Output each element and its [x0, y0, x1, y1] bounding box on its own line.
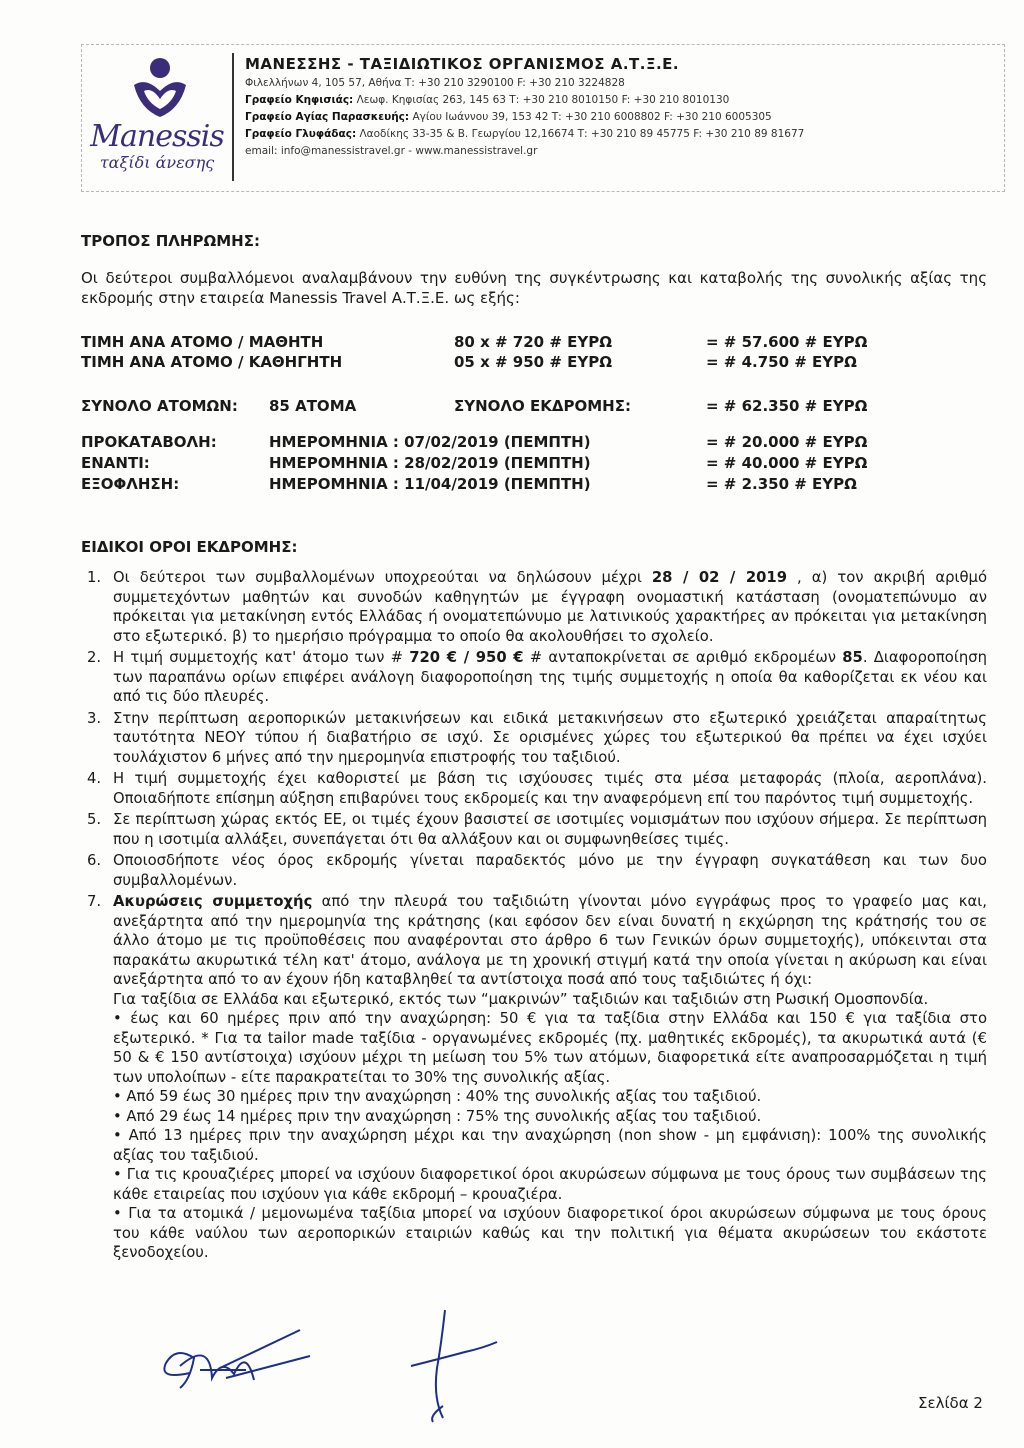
cancellation-scope: Για ταξίδια σε Ελλάδα και εξωτερικό, εκτός των “μακρινών” ταξιδιών και ταξιδιών στη Ρωσική Ομοσπονδία.: [113, 990, 929, 1008]
signature-right: [405, 1306, 505, 1426]
office-glyfada: [245, 128, 1000, 140]
term-number: 6.: [87, 852, 102, 869]
header-divider: [232, 53, 234, 181]
installment-amount: = # 2.350 # ΕΥΡΩ: [706, 475, 857, 493]
office-glyfada-label: Γραφείο Γλυφάδας:: [245, 128, 357, 140]
term-item: [81, 851, 987, 890]
installment-label: ΕΝΑΝΤΙ:: [81, 454, 150, 472]
logo-wordmark: Manessis: [90, 119, 224, 154]
term-item: [81, 648, 987, 707]
price-table: [81, 333, 987, 493]
cancellation-rule: • Από 59 έως 30 ημέρες πριν την αναχώρηση : 40% της συνολικής αξίας του ταξιδιού.: [113, 1088, 762, 1105]
terms-title: ΕΙΔΙΚΟΙ ΟΡΟΙ ΕΚΔΡΟΜΗΣ:: [81, 538, 298, 556]
term-number: 3.: [87, 709, 102, 727]
installment-label: ΕΞΟΦΛΗΣΗ:: [81, 475, 180, 493]
installment-amount: = # 20.000 # ΕΥΡΩ: [706, 433, 868, 451]
term-price: 720 € / 950 €: [409, 649, 524, 666]
price-student-label: ΤΙΜΗ ΑΝΑ ΑΤΟΜΟ / ΜΑΘΗΤΗ: [81, 333, 324, 351]
term-text: Η τιμή συμμετοχής έχει καθοριστεί με βάση τις ισχύουσες τιμές στα μέσα μεταφοράς (πλοία, αεροπλάνα). Οποιαδήποτε επίσημη αύξηση επιβαρύνει τους εκδρομείς και την αναφερόμενη επί του παρόντος τιμή συμμετοχής.: [113, 770, 987, 807]
term-text: # ανταποκρίνεται σε αριθμό εκδρομέων: [523, 649, 843, 666]
term-text: Η τιμή συμμετοχής κατ' άτομο των #: [113, 649, 410, 666]
term-number: 1.: [87, 569, 102, 586]
term-text: από την πλευρά του ταξιδιώτη γίνονται μόνο εγγράφως προς το γραφείο μας και, ανεξάρτητα από την ημερομηνία της κράτησης (και εφόσον δεν είναι δυνατή η εκχώρηση της κράτησής του σε άλλο άτομο με τις προϋποθέσεις που αναφέρονται στο άρθρο 6 των Γενικών όρων συμμετοχής), υπόκεινται στα παρακάτω ακυρωτικά τέλη κατ' άτομο, ανάλογα με τη χρονική στιγμή κατά την οποία γίνεται η ακύρωση και είναι ανεξάρτητα από το αν έχουν ήδη καταβληθεί τα αντίστοιχα ποσά από τους ταξιδιώτες ή όχι:: [113, 893, 987, 988]
term-item: [81, 568, 987, 646]
trip-total-value: = # 62.350 # ΕΥΡΩ: [706, 397, 868, 415]
term-number: 7.: [87, 893, 102, 910]
payment-section: [81, 232, 987, 308]
installment-date: ΗΜΕΡΟΜΗΝΙΑ : 11/04/2019 (ΠΕΜΠΤΗ): [269, 475, 591, 493]
office-agia-paraskevi: [245, 111, 1000, 123]
logo-tagline: ταξίδι άνεσης: [99, 153, 215, 172]
term-text: Στην περίπτωση αεροπορικών μετακινήσεων και ειδικά μετακινήσεων στο εξωτερικό χρειάζεται απαραίτητως ταυτότητα ΝΕΟΥ τύπου ή διαβατήριο σε ισχύ. Σε ορισμένες χώρες του εξωτερικού θα πρέπει να έχει ισχύει τουλάχιστον 6 μήνες από την ημερομηνία επιστροφής του ταξιδιού.: [113, 709, 987, 766]
price-teacher-total: = # 4.750 # ΕΥΡΩ: [706, 353, 857, 371]
office-agia-paraskevi-label: Γραφείο Αγίας Παρασκευής:: [245, 111, 410, 123]
page-number: Σελίδα 2: [918, 1394, 983, 1412]
persons-label: ΣΥΝΟΛΟ ΑΤΟΜΩΝ:: [81, 397, 238, 415]
term-number: 4.: [87, 770, 102, 787]
price-student-total: = # 57.600 # ΕΥΡΩ: [706, 333, 868, 351]
term-item: [81, 810, 987, 849]
terms-section: [81, 538, 987, 1265]
term-text: Οποιοσδήποτε νέος όρος εκδρομής γίνεται παραδεκτός μόνο με την έγγραφη συγκατάθεση και των δυο συμβαλλομένων.: [113, 852, 987, 889]
term-item: [81, 709, 987, 768]
price-student-calc: 80 x # 720 # ΕΥΡΩ: [454, 333, 612, 351]
declaration-deadline: 28 / 02 / 2019: [651, 569, 787, 586]
term-number: 2.: [87, 649, 102, 666]
trip-total-label: ΣΥΝΟΛΟ ΕΚΔΡΟΜΗΣ:: [454, 397, 631, 415]
office-kifisia: [245, 94, 1000, 106]
company-name: ΜΑΝΕΣΣΗΣ - ΤΑΞΙΔΙΩΤΙΚΟΣ ΟΡΓΑΝΙΣΜΟΣ Α.Τ.Ξ.Ε.: [245, 55, 680, 73]
persons-value: 85 ΑΤΟΜΑ: [269, 397, 357, 415]
term-text: , α) τον ακριβή αριθμό συμμετεχόντων μαθητών και συνοδών καθηγητών με έγγραφη ονομαστική κατάσταση (ονοματεπώνυμο αν πρόκειται για μετακίνηση εντός Ελλάδας ή ονοματεπώνυμο με λατινικούς χαρακτήρες αν πρόκειται για μετακίνηση στο εξωτερικό. β) το ημερήσιο πρόγραμμα το οποίο θα ακολουθήσει το σχολείο.: [113, 569, 988, 645]
payment-title: ΤΡΟΠΟΣ ΠΛΗΡΩΜΗΣ:: [81, 232, 260, 250]
installment-date: ΗΜΕΡΟΜΗΝΙΑ : 07/02/2019 (ΠΕΜΠΤΗ): [269, 433, 591, 451]
cancellation-heading: Ακυρώσεις συμμετοχής: [113, 893, 313, 910]
term-text: . Διαφοροποίηση των παραπάνω ορίων επιφέρει ανάλογη διαφοροποίηση της τιμής συμμετοχής η οποία θα καθορίζεται εκ νέου και από τις δύο πλευρές.: [113, 649, 987, 705]
term-text: Σε περίπτωση χώρας εκτός ΕΕ, οι τιμές έχουν βασιστεί σε ισοτιμίες νομισμάτων που ισχύουν σήμερα. Σε περίπτωση που η ισοτιμία αλλάξει, συνεπάγεται ότι θα αλλάξουν και οι συμφωνηθείσες τιμές.: [113, 811, 987, 848]
price-teacher-calc: 05 x # 950 # ΕΥΡΩ: [454, 353, 612, 371]
office-glyfada-text: Λαοδίκης 33-35 & Β. Γεωργίου 12,16674 Τ: +30 210 89 45775 F: +30 210 89 81677: [359, 128, 805, 140]
installment-label: ΠΡΟΚΑΤΑΒΟΛΗ:: [81, 433, 217, 451]
term-number: 5.: [87, 811, 102, 828]
company-logo: [82, 53, 232, 188]
cancellation-rule: • έως και 60 ημέρες πριν από την αναχώρηση: 50 € για τα ταξίδια στην Ελλάδα και 150 € για ταξίδια στο εξωτερικό. * Για τα tailor made ταξίδια - οργανωμένες εκδρομές (πχ. μαθητικές εκδρομές), τα ακυρωτικά αυτά (€ 50 & € 150 αντίστοιχα) ισχύουν μέχρι τη μείωση του 5% των ατόμων, διαφορετικά είτε αναπροσαρμόζεται η τιμή των υπολοίπων - είτε παρακρατείται το 30% της συνολικής αξίας.: [113, 1010, 987, 1086]
head-office-address: Φιλελλήνων 4, 105 57, Αθήνα Τ: +30 210 3290100 F: +30 210 3224828: [245, 77, 625, 89]
term-item: [81, 892, 987, 1263]
term-traveller-count: 85: [842, 649, 863, 666]
cancellation-rule: • Για τα ατομικά / μεμονωμένα ταξίδια μπορεί να ισχύουν διαφορετικοί όροι ακυρώσεων σύμφωνα με τους όρους του κάθε ναύλου των αεροπορικών εταιριών καθώς και την πολιτική για θέματα ακυρώσεων του εκάστοτε ξενοδοχείου.: [113, 1205, 987, 1261]
installment-date: ΗΜΕΡΟΜΗΝΙΑ : 28/02/2019 (ΠΕΜΠΤΗ): [269, 454, 591, 472]
installment-amount: = # 40.000 # ΕΥΡΩ: [706, 454, 868, 472]
office-agia-paraskevi-text: Αγίου Ιωάννου 39, 153 42 Τ: +30 210 6008802 F: +30 210 6005305: [412, 111, 772, 123]
term-text: Οι δεύτεροι των συμβαλλομένων υποχρεούται να δηλώσουν μέχρι: [113, 569, 652, 586]
letterhead: [81, 44, 1005, 192]
terms-list: [81, 568, 987, 1263]
signature-left: [150, 1318, 320, 1398]
office-kifisia-text: Λεωφ. Κηφισίας 263, 145 63 Τ: +30 210 8010150 F: +30 210 8010130: [356, 94, 730, 106]
company-info: [245, 55, 1000, 162]
manessis-logo-icon: [132, 57, 188, 119]
contact-line: email: info@manessistravel.gr - www.manessistravel.gr: [245, 145, 538, 157]
price-teacher-label: ΤΙΜΗ ΑΝΑ ΑΤΟΜΟ / ΚΑΘΗΓΗΤΗ: [81, 353, 343, 371]
cancellation-rule: • Από 29 έως 14 ημέρες πριν την αναχώρηση : 75% της συνολικής αξίας του ταξιδιού.: [113, 1107, 762, 1125]
payment-intro: Οι δεύτεροι συμβαλλόμενοι αναλαμβάνουν την ευθύνη της συγκέντρωσης και καταβολής της συνολικής αξίας της εκδρομής στην εταιρεία Manessis Travel Α.Τ.Ξ.Ε. ως εξής:: [81, 269, 987, 307]
term-item: [81, 769, 987, 808]
office-kifisia-label: Γραφείο Κηφισιάς:: [245, 94, 354, 106]
cancellation-rule: • Για τις κρουαζιέρες μπορεί να ισχύουν διαφορετικοί όροι ακυρώσεων σύμφωνα με τους όρους των συμβάσεων της κάθε εταιρείας που ισχύουν για κάθε εκδρομή – κρουαζιέρα.: [113, 1166, 987, 1203]
cancellation-rule: • Από 13 ημέρες πριν την αναχώρηση μέχρι και την αναχώρηση (non show - μη εμφάνιση): 100% της συνολικής αξίας του ταξιδιού.: [113, 1127, 987, 1164]
